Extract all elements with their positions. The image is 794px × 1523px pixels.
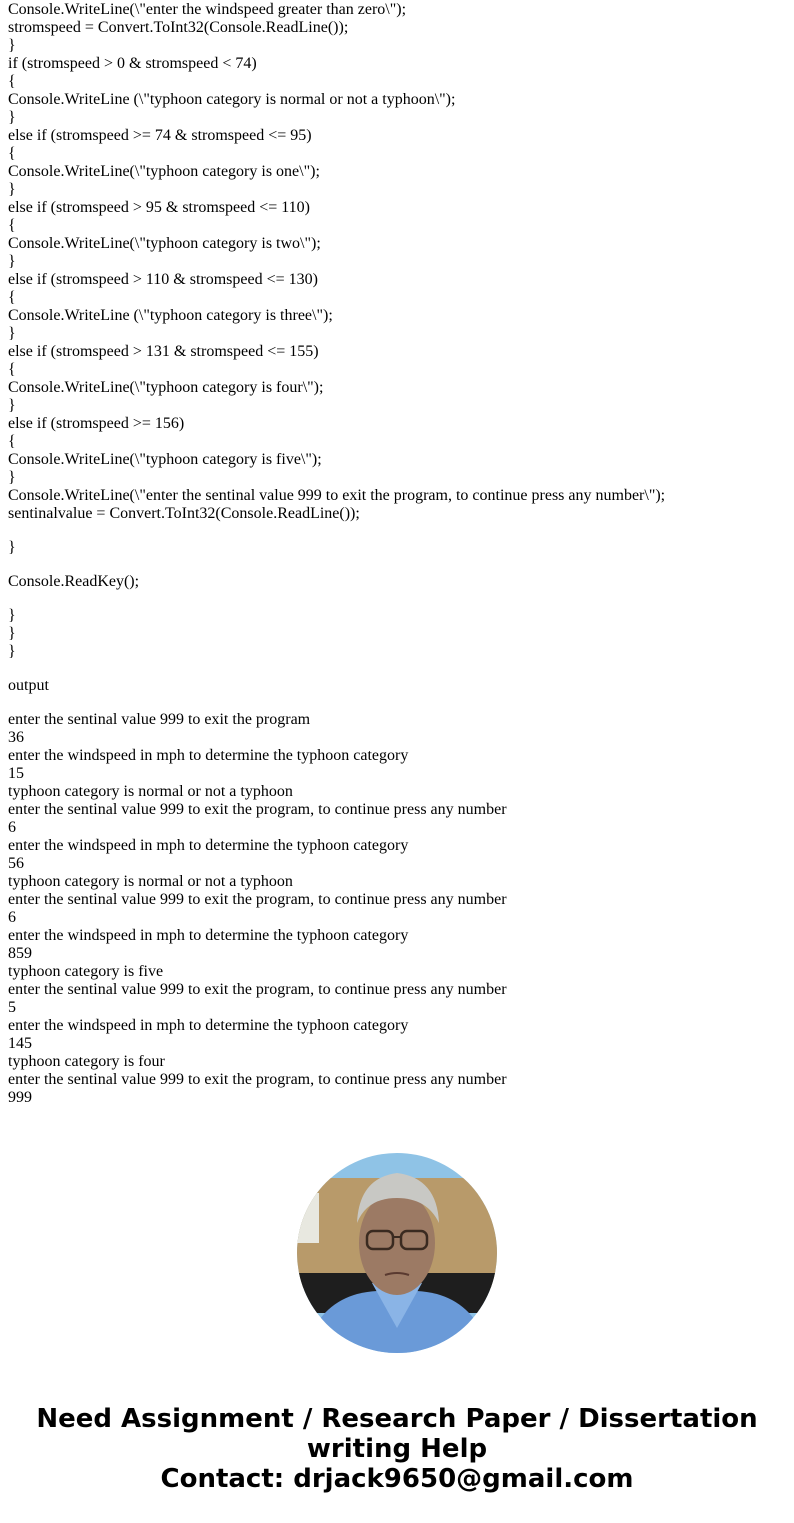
text-line: Console.WriteLine(\"typhoon category is five\"); bbox=[8, 451, 322, 468]
text-line: Console.WriteLine (\"typhoon category is normal or not a typhoon\"); bbox=[8, 91, 456, 108]
text-block bbox=[8, 1, 786, 523]
text-line: typhoon category is normal or not a typhoon bbox=[8, 783, 293, 800]
text-line: } bbox=[8, 539, 16, 556]
text-line: } bbox=[8, 643, 16, 660]
text-line: enter the sentinal value 999 to exit the program, to continue press any number bbox=[8, 801, 507, 818]
text-line: { bbox=[8, 217, 16, 234]
text-line: 859 bbox=[8, 945, 32, 962]
text-block bbox=[8, 607, 786, 661]
text-line: sentinalvalue = Convert.ToInt32(Console.ReadLine()); bbox=[8, 505, 360, 522]
text-line: { bbox=[8, 433, 16, 450]
text-line: enter the windspeed in mph to determine the typhoon category bbox=[8, 837, 409, 854]
text-line: stromspeed = Convert.ToInt32(Console.ReadLine()); bbox=[8, 19, 349, 36]
text-line: typhoon category is five bbox=[8, 963, 164, 980]
text-line: } bbox=[8, 109, 16, 126]
text-line: } bbox=[8, 37, 16, 54]
text-line: enter the sentinal value 999 to exit the program bbox=[8, 711, 311, 728]
author-photo bbox=[297, 1153, 497, 1353]
text-line: { bbox=[8, 73, 16, 90]
text-line: enter the windspeed in mph to determine the typhoon category bbox=[8, 1017, 409, 1034]
text-line: } bbox=[8, 181, 16, 198]
text-line: Console.WriteLine (\"typhoon category is three\"); bbox=[8, 307, 333, 324]
text-line: enter the windspeed in mph to determine the typhoon category bbox=[8, 747, 409, 764]
text-line: typhoon category is four bbox=[8, 1053, 165, 1070]
text-line: else if (stromspeed >= 156) bbox=[8, 415, 185, 432]
text-line: } bbox=[8, 469, 16, 486]
text-line: else if (stromspeed > 110 & stromspeed <= 130) bbox=[8, 271, 318, 288]
text-line: enter the windspeed in mph to determine the typhoon category bbox=[8, 927, 409, 944]
text-line: } bbox=[8, 625, 16, 642]
text-line: { bbox=[8, 289, 16, 306]
text-line: 6 bbox=[8, 819, 16, 836]
text-block bbox=[8, 539, 786, 557]
cta-line-1: Need Assignment / Research Paper / Dissertation bbox=[36, 1404, 758, 1434]
text-line: } bbox=[8, 325, 16, 342]
text-line: 999 bbox=[8, 1089, 32, 1106]
text-line: } bbox=[8, 397, 16, 414]
text-block bbox=[8, 711, 786, 1107]
text-line: 36 bbox=[8, 729, 24, 746]
text-line: 15 bbox=[8, 765, 24, 782]
text-line: else if (stromspeed > 131 & stromspeed <= 155) bbox=[8, 343, 319, 360]
text-block bbox=[8, 677, 786, 695]
text-line: else if (stromspeed > 95 & stromspeed <= 110) bbox=[8, 199, 310, 216]
text-line: typhoon category is normal or not a typhoon bbox=[8, 873, 293, 890]
text-line: Console.WriteLine(\"enter the sentinal value 999 to exit the program, to continue press any number\"); bbox=[8, 487, 666, 504]
text-line: 6 bbox=[8, 909, 16, 926]
text-line: Console.ReadKey(); bbox=[8, 573, 140, 590]
text-line: enter the sentinal value 999 to exit the program, to continue press any number bbox=[8, 1071, 507, 1088]
text-line: if (stromspeed > 0 & stromspeed < 74) bbox=[8, 55, 257, 72]
text-line: Console.WriteLine(\"typhoon category is one\"); bbox=[8, 163, 320, 180]
text-line: enter the sentinal value 999 to exit the program, to continue press any number bbox=[8, 981, 507, 998]
text-line: 145 bbox=[8, 1035, 32, 1052]
text-line: { bbox=[8, 145, 16, 162]
text-line: enter the sentinal value 999 to exit the program, to continue press any number bbox=[8, 891, 507, 908]
text-line: output bbox=[8, 677, 49, 694]
text-line: } bbox=[8, 253, 16, 270]
text-line: { bbox=[8, 361, 16, 378]
cta-line-3: Contact: drjack9650@gmail.com bbox=[160, 1464, 634, 1494]
text-line: } bbox=[8, 607, 16, 624]
text-block bbox=[8, 573, 786, 591]
text-line: 5 bbox=[8, 999, 16, 1016]
contact-banner bbox=[0, 1404, 794, 1494]
text-line: Console.WriteLine(\"typhoon category is two\"); bbox=[8, 235, 321, 252]
text-line: else if (stromspeed >= 74 & stromspeed <= 95) bbox=[8, 127, 312, 144]
text-line: Console.WriteLine(\"typhoon category is four\"); bbox=[8, 379, 324, 396]
text-line: Console.WriteLine(\"enter the windspeed greater than zero\"); bbox=[8, 1, 407, 18]
text-line: 56 bbox=[8, 855, 24, 872]
cta-line-2: writing Help bbox=[306, 1434, 488, 1464]
